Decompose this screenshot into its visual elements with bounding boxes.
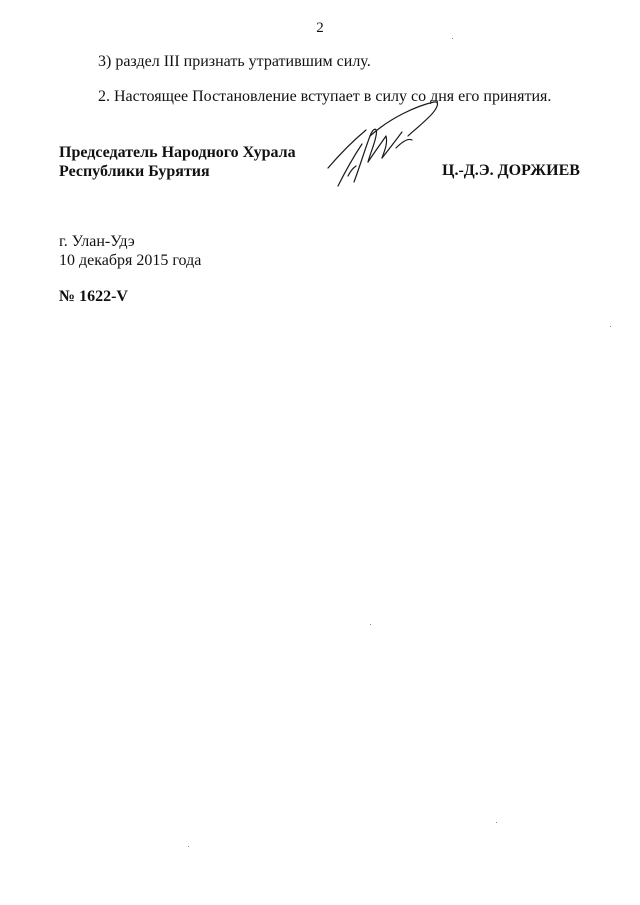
handwritten-signature-icon — [320, 96, 445, 196]
scan-speck — [188, 846, 189, 847]
signatory-title — [59, 143, 296, 181]
place: г. Улан-Удэ — [59, 233, 135, 250]
page-number: 2 — [316, 20, 324, 36]
date: 10 декабря 2015 года — [59, 252, 202, 269]
paragraph-effective-date: 2. Настоящее Постановление вступает в силу со дня его принятия. — [98, 88, 552, 105]
scan-speck — [496, 822, 497, 823]
scan-speck — [452, 38, 453, 39]
paragraph-section-iii: 3) раздел III признать утратившим силу. — [98, 53, 371, 70]
place-and-date — [59, 232, 201, 270]
signatory-title-line-1: Председатель Народного Хурала — [59, 144, 296, 161]
signatory-name: Ц.-Д.Э. ДОРЖИЕВ — [442, 162, 580, 179]
signatory-title-line-2: Республики Бурятия — [59, 163, 210, 180]
scan-speck — [610, 326, 611, 327]
scan-speck — [370, 624, 371, 625]
document-number: № 1622-V — [59, 288, 128, 305]
